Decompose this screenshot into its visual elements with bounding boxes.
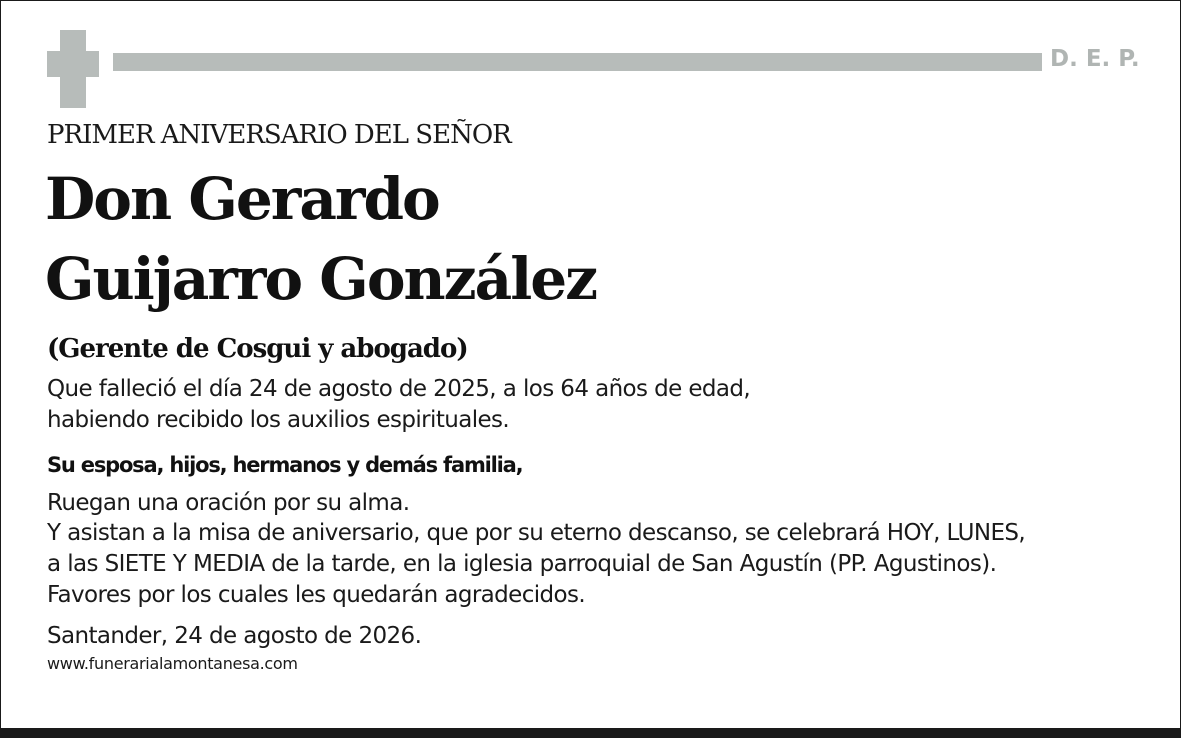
deceased-name-line-2: Guijarro González: [45, 245, 597, 313]
mass-info-line-1: Ruegan una oración por su alma.: [47, 490, 410, 516]
mass-info-line-3: a las SIETE Y MEDIA de la tarde, en la iglesia parroquial de San Agustín (PP. Agustinos).: [47, 551, 997, 577]
mass-info-line-2: Y asistan a la misa de aniversario, que por su eterno descanso, se celebrará HOY, LUNES,: [47, 520, 1026, 546]
announcement-heading: PRIMER ANIVERSARIO DEL SEÑOR: [47, 120, 511, 150]
mass-info-line-4: Favores por los cuales les quedarán agradecidos.: [47, 582, 586, 608]
family-line: Su esposa, hijos, hermanos y demás familia,: [47, 453, 523, 477]
death-info-line-2: habiendo recibido los auxilios espirituales.: [47, 407, 510, 433]
death-info-line-1: Que falleció el día 24 de agosto de 2025, a los 64 años de edad,: [47, 376, 751, 402]
header-rule: [113, 53, 1042, 71]
deceased-occupation: (Gerente de Cosgui y abogado): [47, 334, 468, 364]
deceased-name-line-1: Don Gerardo: [45, 165, 439, 233]
website-link[interactable]: www.funerarialamontanesa.com: [47, 654, 298, 673]
place-date: Santander, 24 de agosto de 2026.: [47, 623, 422, 649]
bottom-border: [0, 728, 1181, 738]
dep-label: D. E. P.: [1050, 46, 1140, 72]
cross-icon: [47, 30, 99, 108]
